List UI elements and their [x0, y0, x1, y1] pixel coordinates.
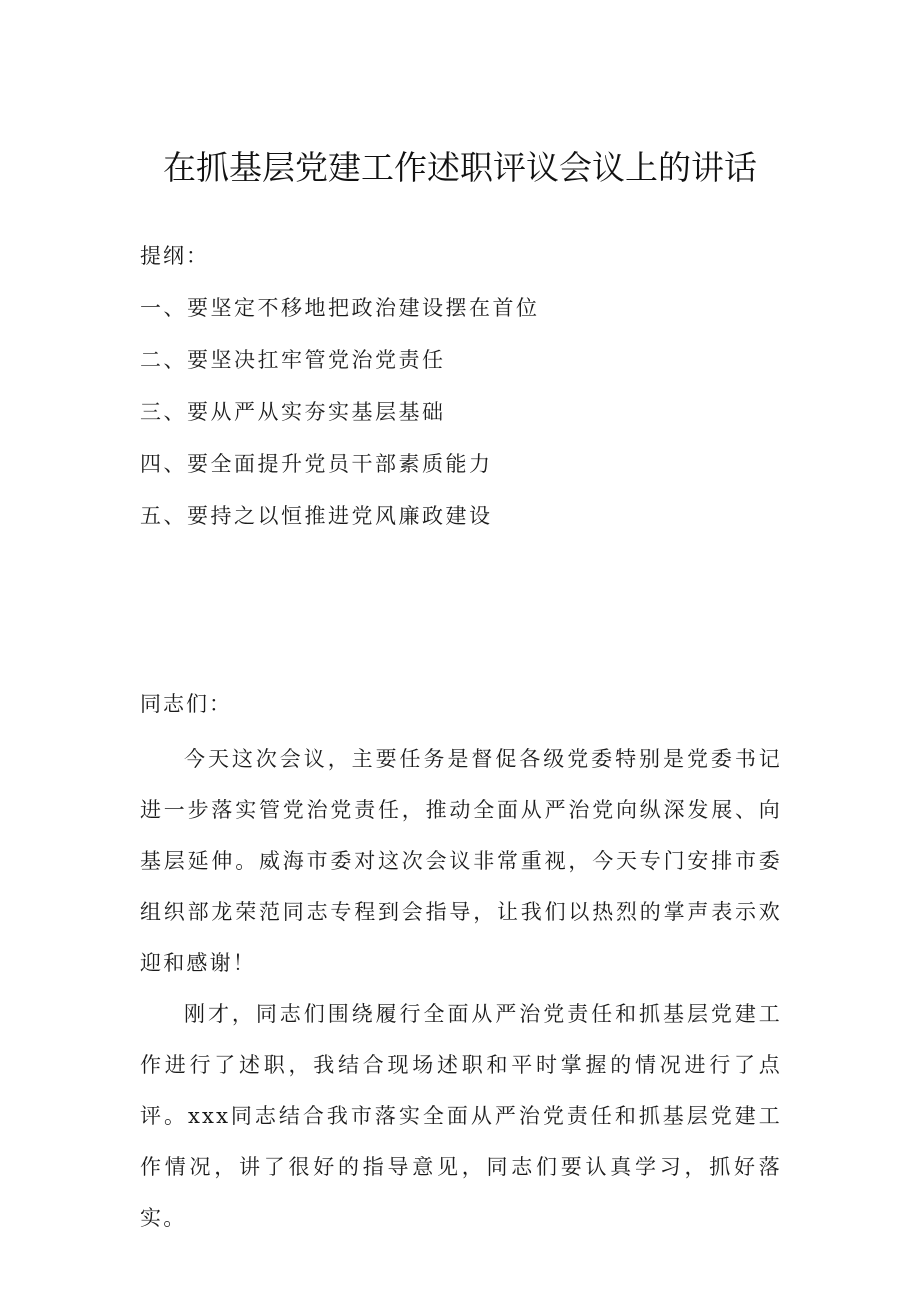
outline-item: 二、要坚决扛牢管党治党责任: [140, 348, 446, 372]
body-paragraph: 今天这次会议，主要任务是督促各级党委特别是党委书记进一步落实管党治党责任，推动全面从严治党向纵深发展、向基层延伸。威海市委对这次会议非常重视，今天专门安排市委组织部龙荣范同志专程到会指导，让我们以热烈的掌声表示欢迎和感谢！: [140, 747, 782, 975]
outline-item: 三、要从严从实夯实基层基础: [140, 400, 446, 424]
outline-item: 五、要持之以恒推进党风廉政建设: [140, 504, 493, 528]
speech-body: [140, 734, 782, 1244]
outline-label: 提纲：: [140, 244, 209, 268]
body-paragraph: 刚才，同志们围绕履行全面从严治党责任和抓基层党建工作进行了述职，我结合现场述职和平时掌握的情况进行了点评。xxx同志结合我市落实全面从严治党责任和抓基层党建工作情况，讲了很好的指导意见，同志们要认真学习，抓好落实。: [140, 1002, 782, 1230]
outline-item: 四、要全面提升党员干部素质能力: [140, 452, 493, 476]
document-title: 在抓基层党建工作述职评议会议上的讲话: [163, 148, 757, 187]
outline-item: 一、要坚定不移地把政治建设摆在首位: [140, 296, 540, 320]
outline-list: [140, 290, 540, 550]
greeting: 同志们：: [140, 692, 232, 716]
